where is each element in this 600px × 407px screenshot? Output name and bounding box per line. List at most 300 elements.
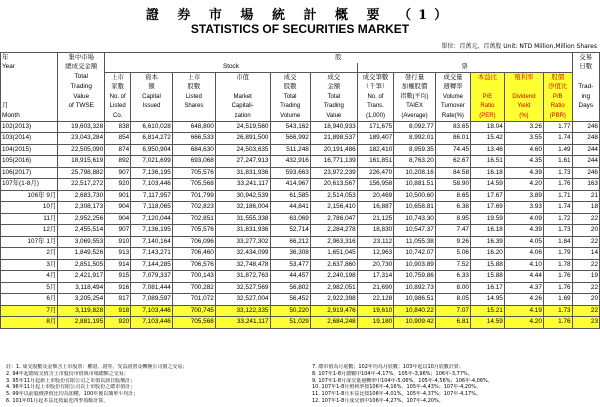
row-value-12: 244 xyxy=(572,144,599,156)
table-row xyxy=(1,294,600,306)
row-value-7: 8,763.20 xyxy=(394,156,436,168)
row-value-6: 22,128 xyxy=(357,294,393,306)
column-header-en-7-0: 指數(平均) xyxy=(394,92,436,102)
column-header-en-11-0: P/B xyxy=(543,92,572,102)
column-header-en-6-0: No. of xyxy=(357,92,393,102)
column-header-zh-4: 成交 xyxy=(270,73,310,83)
column-header-zh2-2: 股數 xyxy=(172,83,215,93)
footnote-line: 7. 總市值為月底數；102年均為月底數；103年起以10月底數計算； xyxy=(312,364,464,370)
header-stock-en: Stock xyxy=(105,63,358,73)
row-value-5: 2,514,053 xyxy=(310,190,357,202)
footnote-line: 12. 107年1-8月成交值中106年-4,27%，107年-4,20%。 xyxy=(312,397,444,404)
header-stock-zh2: 票 xyxy=(357,63,572,73)
row-value-2: 700,745 xyxy=(172,305,215,317)
header-twse-en-0: Total xyxy=(58,73,105,83)
row-label: 3月 xyxy=(1,259,58,271)
row-value-10: 3.89 xyxy=(504,190,543,202)
column-header-en-10-0: Dividend xyxy=(504,92,543,102)
footnotes xyxy=(0,364,600,407)
row-value-0: 920 xyxy=(105,179,131,191)
row-value-5: 2,919,476 xyxy=(310,305,357,317)
table-row xyxy=(1,271,600,283)
row-value-5: 2,637,860 xyxy=(310,259,357,271)
row-value-2: 705,576 xyxy=(172,167,215,179)
row-label: 105(2016) xyxy=(1,156,58,168)
row-value-2: 706,460 xyxy=(172,248,215,260)
row-value-3: 31,831,936 xyxy=(215,167,270,179)
column-header-en-0-0: No. of xyxy=(105,92,131,102)
row-value-0: 913 xyxy=(105,248,131,260)
row-value-3: 31,555,338 xyxy=(215,213,270,225)
row-value-1: 6,950,904 xyxy=(131,144,173,156)
row-value-9: 16.51 xyxy=(471,156,505,168)
row-value-10: 4.20 xyxy=(504,317,543,329)
row-value-3: 32,434,099 xyxy=(215,248,270,260)
footnote-line: 3. 95年11月起新上市股份有限公司之市值以該日股價計； xyxy=(6,377,136,384)
row-value-2: 700,282 xyxy=(172,282,215,294)
row-label: 107年(1-8月) xyxy=(1,179,58,191)
row-value-3: 32,748,478 xyxy=(215,259,270,271)
row-value-3: 32,186,004 xyxy=(215,202,270,214)
row-value-12: 244 xyxy=(572,156,599,168)
row-total-trading-value: 25,798,882 xyxy=(58,167,105,179)
row-value-0: 874 xyxy=(105,144,131,156)
row-value-8: 8.95 xyxy=(435,213,470,225)
row-value-5: 2,922,398 xyxy=(310,294,357,306)
row-value-1: 7,120,044 xyxy=(131,213,173,225)
table-row xyxy=(1,156,600,168)
column-header-en-9-1: Ratio xyxy=(471,102,505,112)
row-value-0: 838 xyxy=(105,121,131,133)
row-value-1: 7,136,195 xyxy=(131,167,173,179)
table-cell xyxy=(572,73,599,83)
row-value-1: 7,136,195 xyxy=(131,225,173,237)
row-value-12: 22 xyxy=(572,213,599,225)
table-cell xyxy=(1,83,58,93)
column-header-en-8-2: Rate(%) xyxy=(435,111,470,121)
column-header-zh2-0: 家數 xyxy=(105,83,131,93)
row-value-0: 917 xyxy=(105,294,131,306)
column-header-en-8-1: Turnover xyxy=(435,102,470,112)
footnote-line: 2. 94年起總成交值含上市股份市值與市場總額之交易； xyxy=(6,370,129,377)
row-value-6: 19,180 xyxy=(357,317,393,329)
row-label: 8月 xyxy=(1,317,58,329)
row-value-0: 901 xyxy=(105,190,131,202)
header-month-zh: 月 xyxy=(1,102,58,112)
row-value-3: 33,241,117 xyxy=(215,317,270,329)
row-total-trading-value: 3,118,494 xyxy=(58,282,105,294)
column-header-zh-11: 股價 xyxy=(543,73,572,83)
row-total-trading-value: 22,505,090 xyxy=(58,144,105,156)
row-value-10: 4.20 xyxy=(504,179,543,191)
footnotes-left-column xyxy=(6,364,310,405)
row-value-12: 22 xyxy=(572,305,599,317)
column-header-en-2-2 xyxy=(172,111,215,121)
row-value-0: 918 xyxy=(105,305,131,317)
row-value-9: 14.59 xyxy=(471,179,505,191)
row-value-8: 84.58 xyxy=(435,167,470,179)
row-value-7: 10,208.16 xyxy=(394,167,436,179)
row-value-6: 21,690 xyxy=(357,282,393,294)
row-label: 104(2015) xyxy=(1,144,58,156)
row-value-6: 182,410 xyxy=(357,144,393,156)
header-twse-en-1: Trading xyxy=(58,83,105,93)
row-value-9: 17.67 xyxy=(471,190,505,202)
row-total-trading-value: 2,851,505 xyxy=(58,259,105,271)
row-value-7: 10,986.51 xyxy=(394,294,436,306)
row-total-trading-value: 3,205,254 xyxy=(58,294,105,306)
row-value-1: 7,143,271 xyxy=(131,248,173,260)
row-value-10: 4.39 xyxy=(504,167,543,179)
header-twse-en-2: Value xyxy=(58,92,105,102)
row-value-12: 22 xyxy=(572,282,599,294)
row-value-3: 32,527,004 xyxy=(215,294,270,306)
footnote-line: 4. 96年11月起上市股份有限公司以上市股份之總市值計； xyxy=(6,384,136,391)
row-value-4: 593,663 xyxy=(270,167,310,179)
row-value-7: 10,658.81 xyxy=(394,202,436,214)
row-label: 12月 xyxy=(1,225,58,237)
column-header-en-3-2: zation xyxy=(215,111,270,121)
row-value-7: 8,992.01 xyxy=(394,133,436,145)
row-value-10: 4.19 xyxy=(504,305,543,317)
table-row xyxy=(1,282,600,294)
row-value-4: 63,069 xyxy=(270,213,310,225)
header-trading-days-zh2: 日數 xyxy=(572,63,599,73)
row-value-0: 904 xyxy=(105,202,131,214)
row-label: 6月 xyxy=(1,294,58,306)
header-trading-days-en-0: Trad- xyxy=(572,83,599,93)
column-header-en-3-1: Capitali- xyxy=(215,102,270,112)
row-value-12: 22 xyxy=(572,259,599,271)
row-value-6: 171,675 xyxy=(357,121,393,133)
row-value-12: 20 xyxy=(572,294,599,306)
row-value-0: 916 xyxy=(105,282,131,294)
column-header-en-8-0: Volume xyxy=(435,92,470,102)
row-value-5: 16,771,139 xyxy=(310,156,357,168)
row-value-0: 854 xyxy=(105,133,131,145)
column-header-en-9-2: (PER) xyxy=(471,111,505,121)
row-value-10: 3.26 xyxy=(504,121,543,133)
footnote-line: 9. 107年1-8月成交量週轉率中104年-5,06%，105年-4,56%；106年-4,06%。 xyxy=(312,377,493,384)
row-value-11: 1.76 xyxy=(543,317,572,329)
row-value-3: 27,247,913 xyxy=(215,156,270,168)
statistics-table xyxy=(0,52,600,329)
row-value-9: 17.69 xyxy=(471,202,505,214)
row-total-trading-value: 18,915,619 xyxy=(58,156,105,168)
column-header-en-7-1: TAIEX xyxy=(394,102,436,112)
column-header-en-1-1: Issued xyxy=(131,102,173,112)
footnote-line: 10. 107年1-8月殖利率按106年-4,16%，105年-4,43%；107年-4,20%。 xyxy=(312,384,481,391)
row-value-9: 16.18 xyxy=(471,167,505,179)
table-row xyxy=(1,202,600,214)
row-label: 7月 xyxy=(1,305,58,317)
row-value-9: 18.04 xyxy=(471,121,505,133)
header-stock-group: 股 xyxy=(105,53,572,63)
row-value-12: 19 xyxy=(572,271,599,283)
column-header-en-11-2: (PBR) xyxy=(543,111,572,121)
row-value-7: 10,840.22 xyxy=(394,305,436,317)
header-central-market: 集中市場 xyxy=(58,53,105,63)
row-value-6: 226,470 xyxy=(357,167,393,179)
row-value-12: 163 xyxy=(572,179,599,191)
row-value-9: 16.18 xyxy=(471,225,505,237)
column-header-en-4-2: Volume xyxy=(270,111,310,121)
row-value-1: 7,140,164 xyxy=(131,236,173,248)
row-value-2: 706,576 xyxy=(172,259,215,271)
row-value-7: 8,959.35 xyxy=(394,144,436,156)
row-value-7: 10,903.89 xyxy=(394,259,436,271)
row-label: 107年 1月 xyxy=(1,236,58,248)
row-total-trading-value: 2,683,730 xyxy=(58,190,105,202)
column-header-en-5-1: Trading xyxy=(310,102,357,112)
row-value-4: 53,477 xyxy=(270,259,310,271)
row-label: 106年 9月 xyxy=(1,190,58,202)
table-row xyxy=(1,213,600,225)
row-value-10: 4.39 xyxy=(504,225,543,237)
row-value-1: 7,117,957 xyxy=(131,190,173,202)
row-value-11: 1.69 xyxy=(543,294,572,306)
row-value-4: 52,714 xyxy=(270,225,310,237)
row-value-1: 7,021,699 xyxy=(131,156,173,168)
row-value-2: 648,800 xyxy=(172,121,215,133)
footnote-line: 5. 99年以前股價淨值比均為加權，100年後以簡單平均計； xyxy=(6,391,139,398)
row-value-12: 23 xyxy=(572,317,599,329)
row-label: 4月 xyxy=(1,271,58,283)
row-value-1: 7,081,444 xyxy=(131,282,173,294)
row-total-trading-value: 1,849,526 xyxy=(58,248,105,260)
header-twse-en-4 xyxy=(58,111,105,121)
row-value-4: 50,220 xyxy=(270,305,310,317)
row-label: 10月 xyxy=(1,202,58,214)
column-header-en-6-2: (1,000) xyxy=(357,111,393,121)
row-value-8: 74.45 xyxy=(435,144,470,156)
row-value-3: 33,241,117 xyxy=(215,179,270,191)
column-header-zh2-11: 淨值比 xyxy=(543,83,572,93)
table-cell xyxy=(1,73,58,83)
row-value-2: 701,799 xyxy=(172,190,215,202)
row-value-2: 705,568 xyxy=(172,317,215,329)
row-value-4: 432,916 xyxy=(270,156,310,168)
row-value-3: 33,277,302 xyxy=(215,236,270,248)
row-value-7: 10,909.42 xyxy=(394,317,436,329)
row-value-1: 6,610,028 xyxy=(131,121,173,133)
row-value-1: 7,103,446 xyxy=(131,305,173,317)
row-value-10: 4.06 xyxy=(504,248,543,260)
row-value-11: 1.79 xyxy=(543,248,572,260)
row-total-trading-value: 23,043,284 xyxy=(58,133,105,145)
column-header-en-5-0: Total xyxy=(310,92,357,102)
column-header-zh-10: 殖利率 xyxy=(504,73,543,83)
row-label: 106(2017) xyxy=(1,167,58,179)
table-row xyxy=(1,133,600,145)
row-value-7: 10,892.73 xyxy=(394,282,436,294)
column-header-zh2-7: 加權股價 xyxy=(394,83,436,93)
table-row xyxy=(1,236,600,248)
row-value-5: 2,240,198 xyxy=(310,271,357,283)
row-value-10: 4.09 xyxy=(504,213,543,225)
row-value-6: 18,830 xyxy=(357,225,393,237)
row-value-1: 6,814,272 xyxy=(131,133,173,145)
row-value-11: 1.76 xyxy=(543,282,572,294)
row-value-1: 7,089,597 xyxy=(131,294,173,306)
row-value-8: 8.00 xyxy=(435,282,470,294)
row-value-1: 7,144,285 xyxy=(131,259,173,271)
row-value-11: 1.71 xyxy=(543,190,572,202)
page-title-chinese: 證 券 市 場 統 計 概 要 （1） xyxy=(145,8,455,23)
table-row xyxy=(1,167,600,179)
row-total-trading-value: 22,517,272 xyxy=(58,179,105,191)
footnote-line: 11. 107年1-8月本益比按106年-4,01%，105年-4,37%；107年-4,17%。 xyxy=(312,391,481,398)
table-row xyxy=(1,121,600,133)
row-value-11: 1.74 xyxy=(543,202,572,214)
row-value-4: 511,248 xyxy=(270,144,310,156)
row-value-9: 13.46 xyxy=(471,144,505,156)
row-value-2: 705,568 xyxy=(172,179,215,191)
footnotes-right-column xyxy=(312,364,598,405)
column-header-zh2-1: 額 xyxy=(131,83,173,93)
header-total-trading-value-zh: 總成交金額 xyxy=(58,63,105,73)
row-value-6: 189,407 xyxy=(357,133,393,145)
row-value-9: 15.88 xyxy=(471,271,505,283)
footnote-line: 註：1. 成交股數及金額含上市股票：權證、證券、受益證書及轉換公司債之交易； xyxy=(6,364,188,370)
row-value-5: 23,972,239 xyxy=(310,167,357,179)
column-header-en-10-1: Yield xyxy=(504,102,543,112)
row-value-5: 2,963,316 xyxy=(310,236,357,248)
row-value-5: 2,284,278 xyxy=(310,225,357,237)
row-total-trading-value: 2,455,514 xyxy=(58,225,105,237)
row-value-9: 19.59 xyxy=(471,213,505,225)
row-value-8: 6.33 xyxy=(435,271,470,283)
row-value-8: 62.67 xyxy=(435,156,470,168)
row-value-5: 2,982,051 xyxy=(310,282,357,294)
row-value-3: 24,519,560 xyxy=(215,121,270,133)
row-value-10: 4.10 xyxy=(504,259,543,271)
row-total-trading-value: 3,119,828 xyxy=(58,305,105,317)
row-value-6: 20,469 xyxy=(357,190,393,202)
footnote-line: 6. 101年01月起本益比按最近四季盈餘計算。 xyxy=(6,397,109,404)
row-value-11: 1.72 xyxy=(543,213,572,225)
column-header-en-1-2 xyxy=(131,111,173,121)
row-value-10: 4.44 xyxy=(504,271,543,283)
column-header-zh-9: 本益比 xyxy=(471,73,505,83)
row-value-6: 156,958 xyxy=(357,179,393,191)
header-trading-days-en-3 xyxy=(572,111,599,121)
row-value-5: 2,786,047 xyxy=(310,213,357,225)
row-value-7: 10,500.60 xyxy=(394,190,436,202)
row-value-6: 21,125 xyxy=(357,213,393,225)
row-value-1: 7,118,065 xyxy=(131,202,173,214)
row-value-1: 7,079,337 xyxy=(131,271,173,283)
column-header-zh-8: 成交量 xyxy=(435,73,470,83)
row-value-11: 1.77 xyxy=(543,121,572,133)
row-value-1: 7,103,446 xyxy=(131,317,173,329)
row-value-7: 10,547.37 xyxy=(394,225,436,237)
row-value-11: 1.49 xyxy=(543,144,572,156)
row-value-10: 4.05 xyxy=(504,236,543,248)
row-value-11: 1.73 xyxy=(543,305,572,317)
row-value-3: 33,122,335 xyxy=(215,305,270,317)
row-value-2: 702,823 xyxy=(172,202,215,214)
row-value-3: 31,872,763 xyxy=(215,271,270,283)
row-value-8: 8.05 xyxy=(435,294,470,306)
table-cell xyxy=(1,92,58,102)
column-header-zh-5: 成交 xyxy=(310,73,357,83)
column-header-en-9-0: P/E xyxy=(471,92,505,102)
row-value-4: 61,585 xyxy=(270,190,310,202)
row-value-3: 31,831,936 xyxy=(215,225,270,237)
row-value-8: 7.52 xyxy=(435,259,470,271)
column-header-en-11-1: Ratio xyxy=(543,102,572,112)
row-value-12: 22 xyxy=(572,236,599,248)
column-header-zh2-8: 週轉率 xyxy=(435,83,470,93)
row-value-7: 10,743.30 xyxy=(394,213,436,225)
row-value-11: 1.76 xyxy=(543,179,572,191)
row-value-2: 700,143 xyxy=(172,271,215,283)
row-value-0: 907 xyxy=(105,225,131,237)
row-value-9: 15.21 xyxy=(471,305,505,317)
row-value-4: 566,992 xyxy=(270,133,310,145)
row-value-11: 1.61 xyxy=(543,156,572,168)
row-value-3: 32,527,569 xyxy=(215,282,270,294)
column-header-en-6-1: Trans. xyxy=(357,102,393,112)
column-header-zh-0: 上市 xyxy=(105,73,131,83)
row-value-6: 16,887 xyxy=(357,202,393,214)
row-value-4: 56,802 xyxy=(270,282,310,294)
column-header-en-0-2: Co. xyxy=(105,111,131,121)
row-value-2: 705,576 xyxy=(172,225,215,237)
row-value-2: 684,630 xyxy=(172,144,215,156)
row-value-9: 16.20 xyxy=(471,248,505,260)
footnote-line: 8. 107年1-8月總數中104年-4,17%，105年-3,96%；106年-3,77%。 xyxy=(312,370,473,377)
column-header-en-4-0: Total xyxy=(270,92,310,102)
row-value-12: 14 xyxy=(572,248,599,260)
row-value-3: 26,891,500 xyxy=(215,133,270,145)
column-header-zh-3: 市值 xyxy=(215,73,270,83)
row-value-2: 706,096 xyxy=(172,236,215,248)
header-month-en: Month xyxy=(1,111,58,121)
row-value-8: 7.47 xyxy=(435,225,470,237)
row-label: 5月 xyxy=(1,282,58,294)
row-value-8: 58.90 xyxy=(435,179,470,191)
column-header-zh-6: 成交筆數 xyxy=(357,73,393,83)
column-header-zh-1: 資本 xyxy=(131,73,173,83)
row-value-5: 20,613,567 xyxy=(310,179,357,191)
row-value-6: 17,314 xyxy=(357,271,393,283)
row-value-8: 86.01 xyxy=(435,133,470,145)
row-value-10: 3.93 xyxy=(504,202,543,214)
row-value-2: 666,533 xyxy=(172,133,215,145)
header-trading-days-en-1: ing xyxy=(572,92,599,102)
row-value-8: 6.81 xyxy=(435,317,470,329)
row-label: 102(2013) xyxy=(1,121,58,133)
column-header-zh2-10 xyxy=(504,83,543,93)
row-value-6: 20,730 xyxy=(357,259,393,271)
table-row xyxy=(1,248,600,260)
row-value-11: 1.73 xyxy=(543,167,572,179)
column-header-en-0-1: Listed xyxy=(105,102,131,112)
row-total-trading-value: 2,881,195 xyxy=(58,317,105,329)
row-value-8: 83.65 xyxy=(435,121,470,133)
row-value-4: 36,308 xyxy=(270,248,310,260)
column-header-zh2-6: （千筆） xyxy=(357,83,393,93)
column-header-en-5-2: Value xyxy=(310,111,357,121)
row-value-0: 892 xyxy=(105,156,131,168)
row-value-3: 30,942,539 xyxy=(215,190,270,202)
table-row xyxy=(1,259,600,271)
row-value-5: 2,156,410 xyxy=(310,202,357,214)
row-value-7: 10,759.86 xyxy=(394,271,436,283)
row-value-9: 16.39 xyxy=(471,236,505,248)
